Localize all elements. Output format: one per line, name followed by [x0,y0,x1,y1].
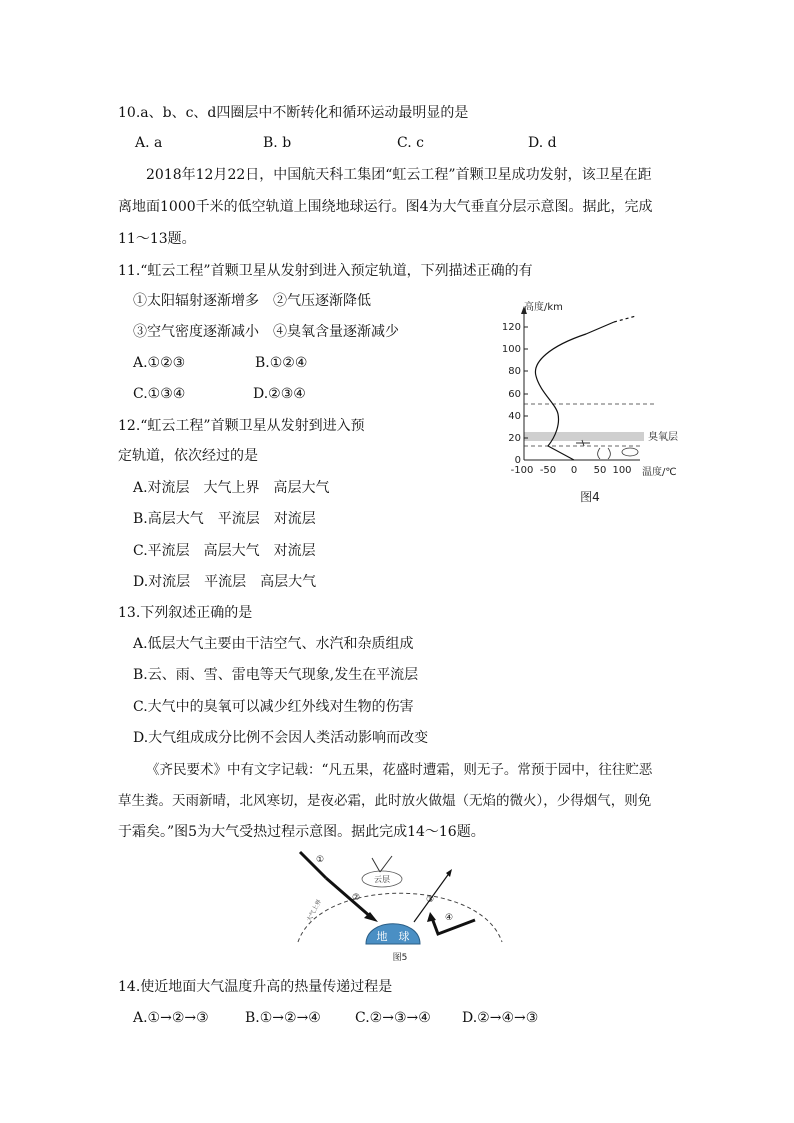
q13-option-c: C.大气中的臭氧可以减少红外线对生物的伤害 [133,699,414,715]
q11-option-a: A.①②③ [133,355,186,371]
q11-stem: 11.“虹云工程”首颗卫星从发射到进入预定轨道，下列描述正确的有 [118,263,533,279]
q10-options [0,135,794,153]
arrow-2-label: ② [352,893,361,903]
q10-option-b: B. b [263,135,292,151]
q12-option-d: D.对流层 平流层 高层大气 [133,574,317,590]
q11-option-c: C.①③④ [133,386,186,402]
arrow-4-label: ④ [445,913,454,923]
y-axis-label: 高度/km [524,302,563,313]
q10-option-c: C. c [397,135,424,151]
q14-option-d: D.②→④→③ [462,1010,539,1026]
q14-options [0,1010,794,1028]
q11-option-b: B.①②④ [255,355,308,371]
x-axis-label: 温度/℃ [642,467,677,478]
q12-option-b: B.高层大气 平流层 对流层 [133,511,316,527]
y-tick-label: 20 [508,433,521,444]
q10-option-a: A. a [135,135,163,151]
intro2-line1: 《齐民要术》中有文字记载：“凡五果，花盛时遭霜，则无子。常预于园中，往往贮恶 [146,762,653,778]
ozone-band [524,432,644,441]
cloud-reflection-in [372,858,380,872]
cloud-reflection-out [380,856,392,872]
boundary-label: 大气上界 [305,898,324,923]
arrow-1-label: ① [316,855,325,865]
intro2-line3: 于霜矣。”图5为大气受热过程示意图。据此完成14～16题。 [118,824,485,840]
q10-stem: 10.a、b、c、d四圈层中不断转化和循环运动最明显的是 [118,105,469,121]
intro2-line2: 草生粪。天雨新晴，北风寒切，是夜必霜，此时放火做煴（无焰的微火），少得烟气，则免 [118,793,652,809]
y-tick-label: 100 [501,344,521,355]
q13-option-b: B.云、雨、雪、雷电等天气现象,发生在平流层 [133,667,419,683]
intro1-line2: 离地面1000千米的低空轨道上围绕地球运行。图4为大气垂直分层示意图。据此，完成 [118,199,653,215]
rain-icon [598,448,611,459]
q12-option-c: C.平流层 高层大气 对流层 [133,543,316,559]
q13-stem: 13.下列叙述正确的是 [118,605,253,621]
q13-option-a: A.低层大气主要由干洁空气、水汽和杂质组成 [133,636,414,652]
q13-option-d: D.大气组成成分比例不会因人类活动影响而改变 [133,730,429,746]
arrow-4-head [427,912,436,922]
figure-5-heating-diagram [280,842,520,967]
q14-stem: 14.使近地面大气温度升高的热量传递过程是 [118,979,393,995]
figure-4-caption: 图4 [580,490,600,504]
q11-items-line2: ③空气密度逐渐减小 ④臭氧含量逐渐减少 [133,324,399,340]
y-tick-label: 0 [514,455,521,466]
cloud-icon [622,448,638,456]
q12-stem-line1: 12.“虹云工程”首颗卫星从发射到进入预 [118,418,365,434]
q14-option-c: C.②→③→④ [355,1010,431,1026]
arrow-4 [432,918,475,934]
y-tick-label: 80 [508,366,521,377]
q14-option-b: B.①→②→④ [245,1010,321,1026]
figure-4-atmosphere-diagram [490,296,690,511]
q14-option-a: A.①→②→③ [133,1010,209,1026]
temperature-curve-extension [614,316,636,322]
x-tick-label: 100 [612,465,632,476]
intro1-line3: 11～13题。 [118,231,196,247]
earth-label: 地 球 [376,930,410,943]
x-tick-label: -50 [539,465,557,476]
q10-option-d: D. d [528,135,557,151]
arrow-2 [326,878,372,918]
q12-stem-line2: 定轨道，依次经过的是 [118,448,258,464]
x-tick-label: 50 [593,465,607,476]
x-tick-label: -100 [510,465,534,476]
arrow-3-label: ③ [426,895,435,905]
y-ticks [524,327,528,438]
y-tick-label: 60 [508,389,521,400]
q11-option-d: D.②③④ [253,386,306,402]
y-tick-label: 120 [501,322,521,333]
q11-items-line1: ①太阳辐射逐渐增多 ②气压逐渐降低 [133,293,371,309]
cloud-layer-label: 云层 [374,875,390,884]
x-tick-label: 0 [570,465,578,476]
y-tick-label: 40 [508,411,521,422]
figure-5-caption: 图5 [392,953,408,963]
ozone-layer-label: 臭氧层 [648,432,678,443]
q12-option-a: A.对流层 大气上界 高层大气 [133,480,330,496]
intro1-line1: 2018年12月22日，中国航天科工集团“虹云工程”首颗卫星成功发射，该卫星在距 [146,167,652,183]
